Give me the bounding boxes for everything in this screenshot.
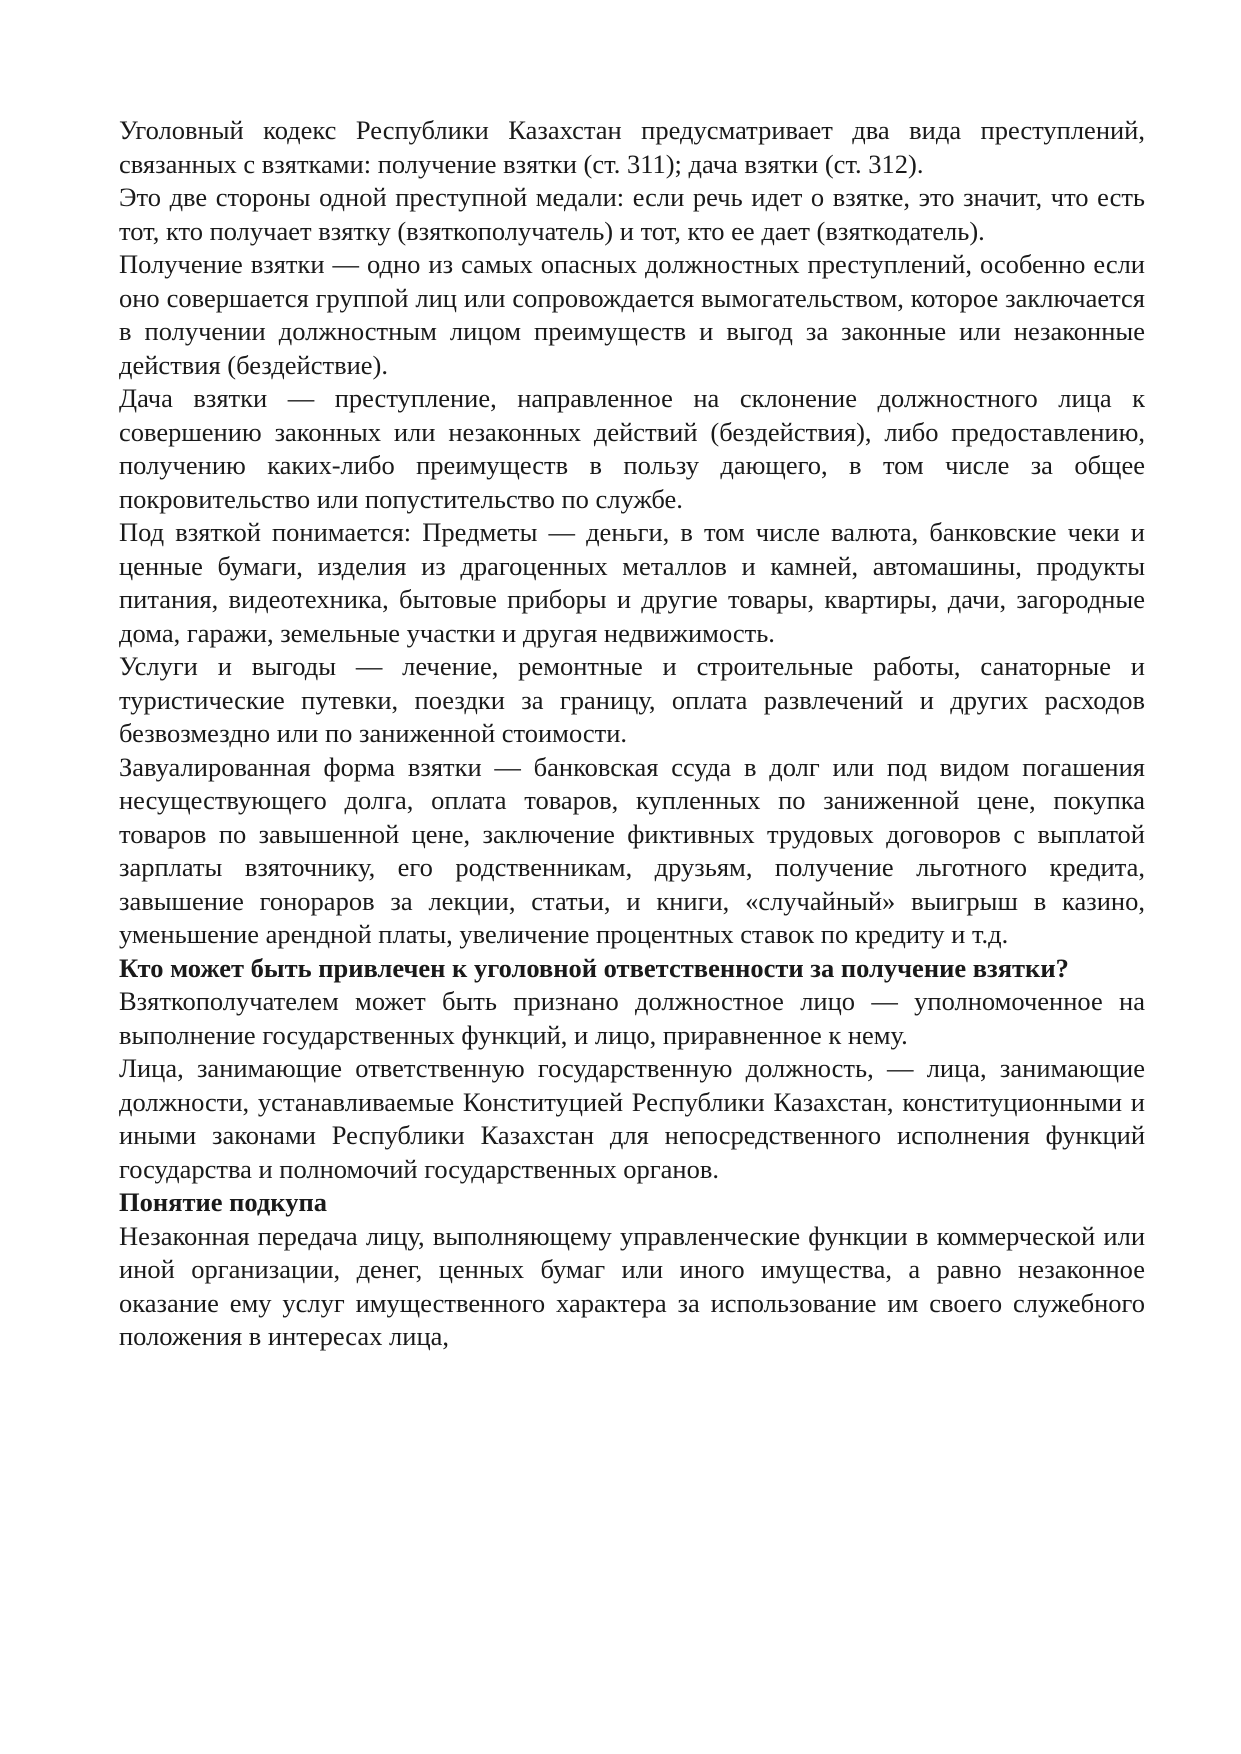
paragraph-two-sides: Это две стороны одной преступной медали: если речь идет о взятке, это значит, что есть тот, кто получает взятку (взяткополучатель) и тот, кто ее дает (взяткодатель). bbox=[119, 182, 1145, 246]
paragraph-bribery-definition: Незаконная передача лицу, выполняющему управленческие функции в коммерческой или иной организации, денег, ценных бумаг или иного имущества, а равно незаконное оказание ему услуг имущественного характера за использование им своего служебного положения в интересах лица, bbox=[119, 1220, 1145, 1351]
paragraph-official: Взяткополучателем может быть признано должностное лицо — уполномоченное на выполнение государственных функций, и лицо, приравненное к нему. bbox=[119, 986, 1145, 1050]
paragraph-giving-bribe: Дача взятки — преступление, направленное на склонение должностного лица к совершению законных или незаконных действий (бездействия), либо предоставлению, получению каких-либо преимуществ в пользу дающего, в том числе за общее покровительство или попустительство по службе. bbox=[119, 383, 1145, 514]
paragraph-responsible-position: Лица, занимающие ответственную государственную должность, — лица, занимающие должности, устанавливаемые Конституцией Республики Казахстан, конституционными и иными законами Республики Казахстан для непосредственного исполнения функций государства и полномочий государственных органов. bbox=[119, 1053, 1145, 1184]
paragraph-receiving-bribe: Получение взятки — одно из самых опасных должностных преступлений, особенно если оно совершается группой лиц или сопровождается вымогательством, которое заключается в получении должностным лицом преимуществ и выгод за законные или незаконные действия (бездействие). bbox=[119, 249, 1145, 380]
paragraph-intro: Уголовный кодекс Республики Казахстан предусматривает два вида преступлений, связанных с взятками: получение взятки (ст. 311); дача взятки (ст. 312). bbox=[119, 115, 1145, 179]
document-page bbox=[119, 114, 1145, 1354]
heading-liability: Кто может быть привлечен к уголовной ответственности за получение взятки? bbox=[119, 952, 1069, 983]
paragraph-veiled-form: Завуалированная форма взятки — банковская ссуда в долг или под видом погашения несуществующего долга, оплата товаров, купленных по заниженной цене, покупка товаров по завышенной цене, заключение фиктивных трудовых договоров с выплатой зарплаты взяточнику, его родственникам, друзьям, получение льготного кредита, завышение гонораров за лекции, статьи, и книги, «случайный» выигрыш в казино, уменьшение арендной платы, увеличение процентных ставок по кредиту и т.д. bbox=[119, 751, 1145, 949]
paragraph-bribe-objects: Под взяткой понимается: Предметы — деньги, в том числе валюта, банковские чеки и ценные бумаги, изделия из драгоценных металлов и камней, автомашины, продукты питания, видеотехника, бытовые приборы и другие товары, квартиры, дачи, загородные дома, гаражи, земельные участки и другая недвижимость. bbox=[119, 517, 1145, 648]
heading-bribery-concept: Понятие подкупа bbox=[119, 1187, 327, 1217]
paragraph-services: Услуги и выгоды — лечение, ремонтные и строительные работы, санаторные и туристические путевки, поездки за границу, оплата развлечений и других расходов безвозмездно или по заниженной стоимости. bbox=[119, 651, 1145, 748]
